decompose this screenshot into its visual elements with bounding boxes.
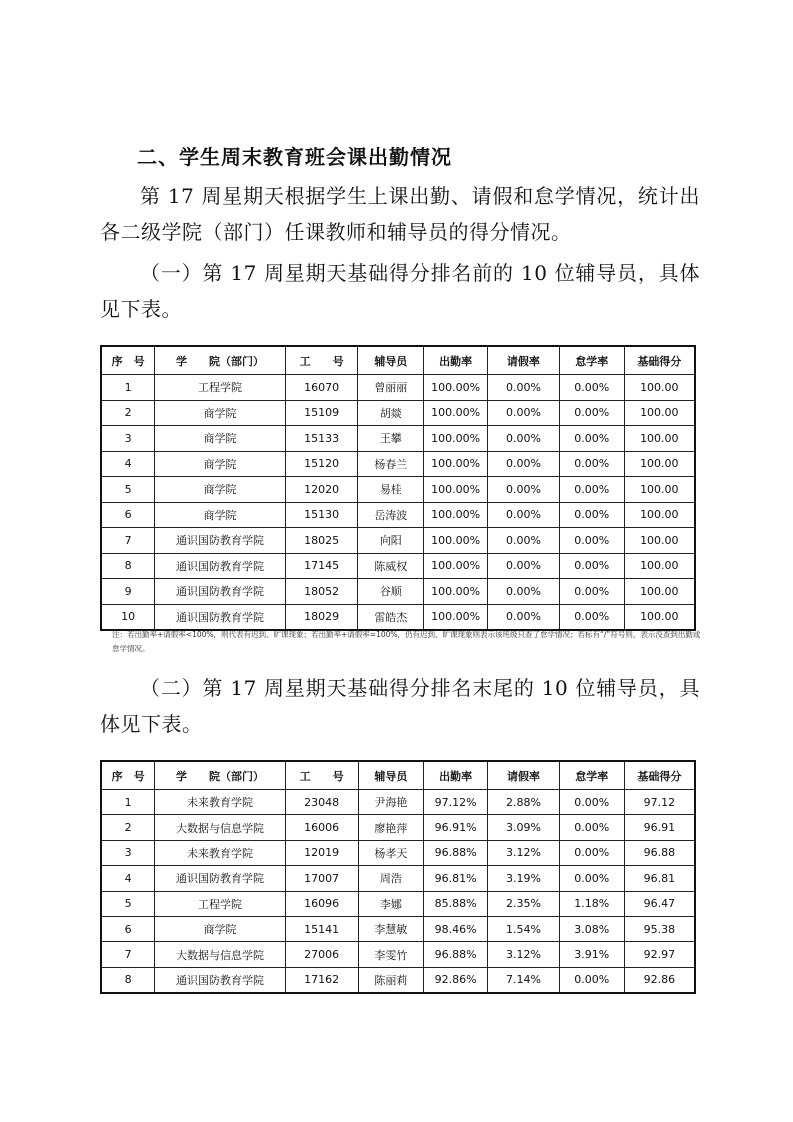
cell-rank: 3	[101, 840, 155, 865]
cell-leave-rate: 0.00%	[488, 553, 560, 579]
cell-truancy-rate: 0.00%	[559, 375, 624, 401]
cell-leave-rate: 0.00%	[488, 502, 560, 528]
cell-truancy-rate: 0.00%	[559, 426, 624, 452]
cell-rank: 7	[101, 942, 155, 967]
cell-attendance-rate: 100.00%	[424, 553, 488, 579]
cell-counselor: 雷皓杰	[358, 604, 424, 630]
header-staff-id: 工 号	[285, 761, 358, 790]
cell-counselor: 尹海艳	[358, 790, 424, 815]
cell-counselor: 曾丽丽	[358, 375, 424, 401]
header-rank: 序 号	[101, 761, 155, 790]
cell-attendance-rate: 100.00%	[424, 502, 488, 528]
table-row	[101, 375, 695, 401]
cell-rank: 3	[101, 426, 155, 452]
table-row	[101, 815, 695, 840]
cell-base-score: 95.38	[624, 916, 695, 941]
table-row	[101, 916, 695, 941]
header-leave-rate: 请假率	[488, 761, 560, 790]
cell-base-score: 96.88	[624, 840, 695, 865]
cell-leave-rate: 7.14%	[488, 967, 560, 993]
cell-counselor: 谷顺	[358, 579, 424, 605]
cell-staff-id: 12019	[285, 840, 358, 865]
cell-staff-id: 15133	[285, 426, 358, 452]
table-row	[101, 502, 695, 528]
part2-title: （二）第 17 周星期天基础得分排名末尾的 10 位辅导员，具体见下表。	[100, 676, 700, 736]
cell-truancy-rate: 3.08%	[559, 916, 624, 941]
table-row	[101, 477, 695, 503]
cell-truancy-rate: 0.00%	[559, 400, 624, 426]
cell-attendance-rate: 100.00%	[424, 477, 488, 503]
cell-college: 通识国防教育学院	[155, 553, 285, 579]
table-row	[101, 579, 695, 605]
cell-base-score: 92.97	[624, 942, 695, 967]
cell-base-score: 100.00	[624, 502, 695, 528]
cell-rank: 10	[101, 604, 155, 630]
cell-rank: 1	[101, 375, 155, 401]
cell-counselor: 王攀	[358, 426, 424, 452]
cell-truancy-rate: 0.00%	[559, 815, 624, 840]
cell-staff-id: 16070	[285, 375, 358, 401]
table-row	[101, 840, 695, 865]
cell-counselor: 李慧敏	[358, 916, 424, 941]
cell-attendance-rate: 100.00%	[424, 426, 488, 452]
cell-leave-rate: 0.00%	[488, 579, 560, 605]
cell-base-score: 100.00	[624, 579, 695, 605]
table-row	[101, 604, 695, 630]
table-row	[101, 553, 695, 579]
cell-leave-rate: 3.19%	[488, 866, 560, 891]
cell-attendance-rate: 100.00%	[424, 400, 488, 426]
cell-staff-id: 16006	[285, 815, 358, 840]
cell-attendance-rate: 100.00%	[424, 579, 488, 605]
bottom-ranking-table	[100, 760, 696, 994]
header-college: 学 院（部门）	[155, 346, 285, 375]
cell-truancy-rate: 0.00%	[559, 866, 624, 891]
section-heading: 二、学生周末教育班会课出勤情况	[137, 145, 452, 169]
cell-base-score: 100.00	[624, 375, 695, 401]
cell-base-score: 96.47	[624, 891, 695, 916]
cell-base-score: 100.00	[624, 451, 695, 477]
cell-staff-id: 17145	[285, 553, 358, 579]
table-row	[101, 451, 695, 477]
cell-attendance-rate: 97.12%	[424, 790, 488, 815]
cell-leave-rate: 3.09%	[488, 815, 560, 840]
cell-leave-rate: 0.00%	[488, 528, 560, 554]
header-base-score: 基础得分	[624, 346, 695, 375]
cell-attendance-rate: 100.00%	[424, 451, 488, 477]
cell-base-score: 100.00	[624, 553, 695, 579]
cell-base-score: 96.81	[624, 866, 695, 891]
cell-staff-id: 12020	[285, 477, 358, 503]
header-leave-rate: 请假率	[488, 346, 560, 375]
cell-counselor: 李雯竹	[358, 942, 424, 967]
intro-paragraph: 第 17 周星期天根据学生上课出勤、请假和怠学情况，统计出各二级学院（部门）任课教师和辅导员的得分情况。	[100, 184, 700, 244]
cell-base-score: 100.00	[624, 528, 695, 554]
cell-leave-rate: 3.12%	[488, 942, 560, 967]
header-attendance-rate: 出勤率	[424, 761, 488, 790]
header-rank: 序 号	[101, 346, 155, 375]
cell-leave-rate: 2.88%	[488, 790, 560, 815]
cell-base-score: 100.00	[624, 604, 695, 630]
header-truancy-rate: 怠学率	[559, 761, 624, 790]
cell-staff-id: 15109	[285, 400, 358, 426]
cell-rank: 4	[101, 866, 155, 891]
cell-rank: 8	[101, 967, 155, 993]
cell-attendance-rate: 98.46%	[424, 916, 488, 941]
cell-counselor: 杨春兰	[358, 451, 424, 477]
cell-base-score: 100.00	[624, 477, 695, 503]
cell-staff-id: 17162	[285, 967, 358, 993]
cell-counselor: 廖艳萍	[358, 815, 424, 840]
table-row	[101, 942, 695, 967]
cell-attendance-rate: 100.00%	[424, 604, 488, 630]
table-header-row	[101, 346, 695, 375]
table-row	[101, 790, 695, 815]
header-counselor: 辅导员	[358, 761, 424, 790]
cell-truancy-rate: 0.00%	[559, 553, 624, 579]
cell-staff-id: 16096	[285, 891, 358, 916]
cell-staff-id: 18025	[285, 528, 358, 554]
cell-rank: 5	[101, 477, 155, 503]
cell-leave-rate: 2.35%	[488, 891, 560, 916]
cell-attendance-rate: 85.88%	[424, 891, 488, 916]
cell-rank: 2	[101, 815, 155, 840]
cell-rank: 6	[101, 502, 155, 528]
cell-attendance-rate: 96.88%	[424, 840, 488, 865]
cell-counselor: 李娜	[358, 891, 424, 916]
cell-rank: 1	[101, 790, 155, 815]
cell-truancy-rate: 0.00%	[559, 579, 624, 605]
cell-college: 通识国防教育学院	[155, 579, 285, 605]
cell-truancy-rate: 3.91%	[559, 942, 624, 967]
cell-leave-rate: 3.12%	[488, 840, 560, 865]
cell-attendance-rate: 100.00%	[424, 375, 488, 401]
cell-staff-id: 27006	[285, 942, 358, 967]
cell-rank: 4	[101, 451, 155, 477]
cell-college: 工程学院	[155, 375, 285, 401]
cell-rank: 5	[101, 891, 155, 916]
header-staff-id: 工 号	[285, 346, 358, 375]
cell-counselor: 易桂	[358, 477, 424, 503]
cell-college: 未来教育学院	[155, 840, 285, 865]
cell-rank: 6	[101, 916, 155, 941]
cell-attendance-rate: 92.86%	[424, 967, 488, 993]
cell-counselor: 向阳	[358, 528, 424, 554]
cell-leave-rate: 0.00%	[488, 477, 560, 503]
cell-college: 未来教育学院	[155, 790, 285, 815]
table-row	[101, 891, 695, 916]
cell-counselor: 陈丽莉	[358, 967, 424, 993]
table-row	[101, 528, 695, 554]
cell-college: 通识国防教育学院	[155, 866, 285, 891]
cell-truancy-rate: 0.00%	[559, 790, 624, 815]
table-row	[101, 866, 695, 891]
cell-attendance-rate: 96.88%	[424, 942, 488, 967]
top-ranking-table	[100, 345, 696, 631]
cell-truancy-rate: 0.00%	[559, 604, 624, 630]
cell-base-score: 100.00	[624, 426, 695, 452]
cell-truancy-rate: 0.00%	[559, 502, 624, 528]
cell-leave-rate: 1.54%	[488, 916, 560, 941]
part1-title: （一）第 17 周星期天基础得分排名前的 10 位辅导员，具体见下表。	[100, 261, 700, 321]
cell-leave-rate: 0.00%	[488, 400, 560, 426]
cell-attendance-rate: 100.00%	[424, 528, 488, 554]
cell-staff-id: 23048	[285, 790, 358, 815]
cell-leave-rate: 0.00%	[488, 426, 560, 452]
cell-truancy-rate: 0.00%	[559, 451, 624, 477]
cell-truancy-rate: 0.00%	[559, 967, 624, 993]
cell-college: 通识国防教育学院	[155, 604, 285, 630]
cell-attendance-rate: 96.81%	[424, 866, 488, 891]
cell-rank: 7	[101, 528, 155, 554]
cell-college: 大数据与信息学院	[155, 942, 285, 967]
cell-college: 商学院	[155, 477, 285, 503]
cell-staff-id: 18029	[285, 604, 358, 630]
cell-attendance-rate: 96.91%	[424, 815, 488, 840]
cell-college: 工程学院	[155, 891, 285, 916]
table-row	[101, 400, 695, 426]
table-note: 注：若出勤率+请假率<100%，则代表有迟到、旷课现象；若出勤率+请假率=100%，仍有迟到、旷课现象则表示该班级只查了怠学情况；若标有“/”符号则，表示没查到出勤或怠学情况。	[112, 630, 701, 653]
cell-leave-rate: 0.00%	[488, 604, 560, 630]
cell-staff-id: 15141	[285, 916, 358, 941]
cell-counselor: 岳涛波	[358, 502, 424, 528]
cell-college: 商学院	[155, 502, 285, 528]
table-row	[101, 426, 695, 452]
cell-leave-rate: 0.00%	[488, 375, 560, 401]
header-college: 学 院（部门）	[155, 761, 285, 790]
cell-college: 商学院	[155, 916, 285, 941]
table-row	[101, 967, 695, 993]
header-truancy-rate: 怠学率	[559, 346, 624, 375]
cell-truancy-rate: 0.00%	[559, 477, 624, 503]
cell-base-score: 96.91	[624, 815, 695, 840]
table-header-row	[101, 761, 695, 790]
cell-counselor: 陈威权	[358, 553, 424, 579]
cell-base-score: 100.00	[624, 400, 695, 426]
cell-rank: 9	[101, 579, 155, 605]
cell-college: 大数据与信息学院	[155, 815, 285, 840]
cell-counselor: 杨孝天	[358, 840, 424, 865]
cell-base-score: 97.12	[624, 790, 695, 815]
cell-college: 商学院	[155, 400, 285, 426]
header-base-score: 基础得分	[624, 761, 695, 790]
header-attendance-rate: 出勤率	[424, 346, 488, 375]
cell-counselor: 周浩	[358, 866, 424, 891]
cell-base-score: 92.86	[624, 967, 695, 993]
cell-college: 通识国防教育学院	[155, 528, 285, 554]
cell-college: 通识国防教育学院	[155, 967, 285, 993]
cell-staff-id: 17007	[285, 866, 358, 891]
cell-leave-rate: 0.00%	[488, 451, 560, 477]
cell-counselor: 胡燚	[358, 400, 424, 426]
cell-truancy-rate: 0.00%	[559, 528, 624, 554]
cell-college: 商学院	[155, 451, 285, 477]
cell-staff-id: 15120	[285, 451, 358, 477]
cell-rank: 2	[101, 400, 155, 426]
cell-college: 商学院	[155, 426, 285, 452]
cell-rank: 8	[101, 553, 155, 579]
cell-truancy-rate: 0.00%	[559, 840, 624, 865]
header-counselor: 辅导员	[358, 346, 424, 375]
cell-staff-id: 15130	[285, 502, 358, 528]
cell-truancy-rate: 1.18%	[559, 891, 624, 916]
cell-staff-id: 18052	[285, 579, 358, 605]
